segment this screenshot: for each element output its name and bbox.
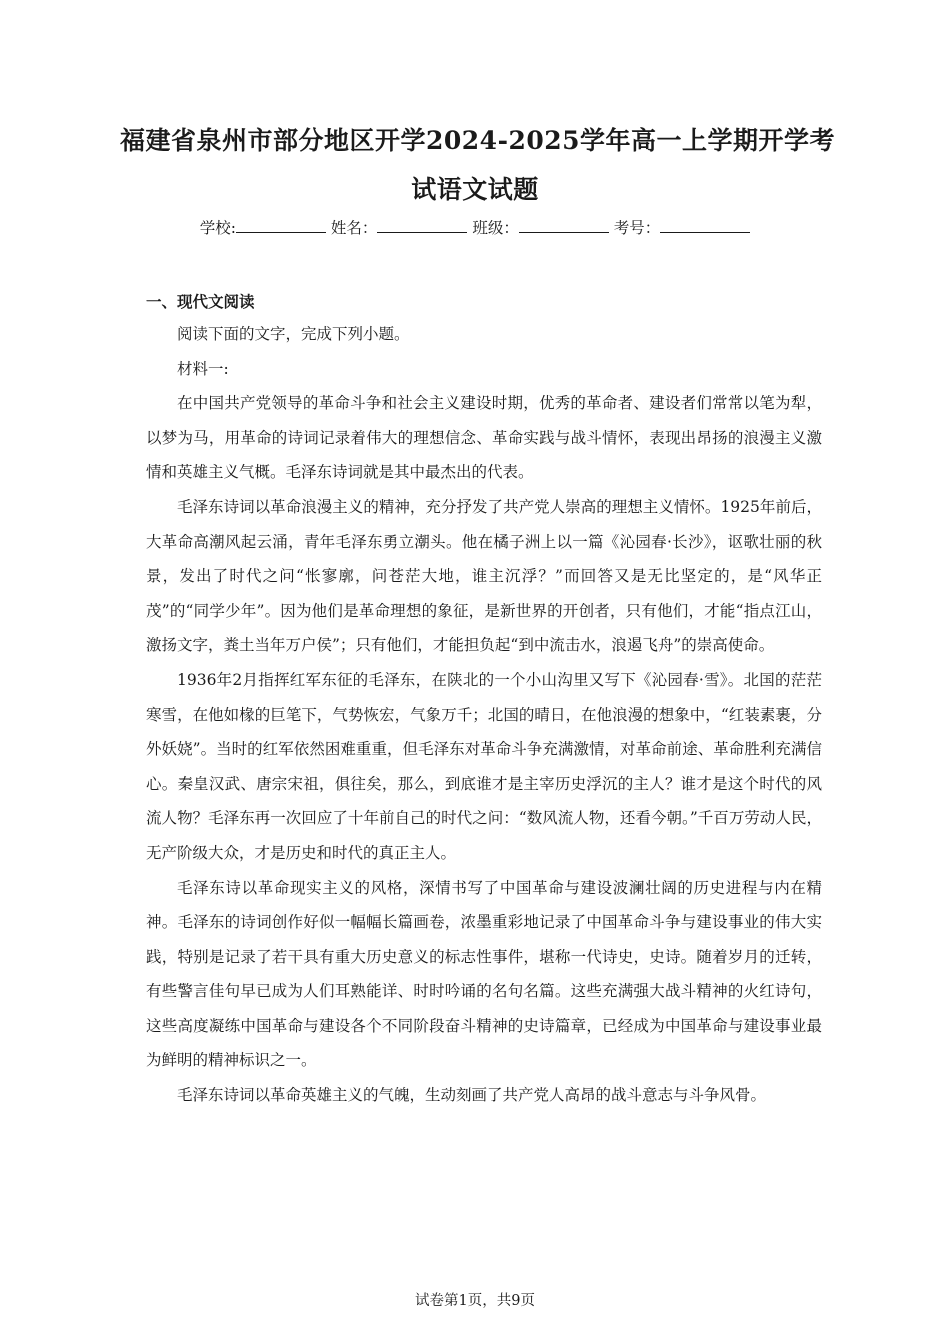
class-blank	[519, 218, 609, 233]
student-info-row	[0, 218, 950, 238]
school-label: 学校:	[199, 219, 236, 237]
passage-paragraph: 毛泽东诗以革命现实主义的风格，深情书写了中国革命与建设波澜壮阔的历史进程与内在精神。毛泽东的诗词创作好似一幅幅长篇画卷，浓墨重彩地记录了中国革命斗争与建设事业的伟大实践，特别是记录了若干具有重大历史意义的标志性事件，堪称一代诗史，史诗。随着岁月的迁转，有些警言佳句早已成为人们耳熟能详、时时吟诵的名句名篇。这些充满强大战斗精神的火红诗句，这些高度凝练中国革命与建设各个不同阶段奋斗精神的史诗篇章，已经成为中国革命与建设事业最为鲜明的精神标识之一。	[146, 878, 822, 1070]
material-label: 材料一:	[177, 359, 229, 378]
passage-paragraph: 毛泽东诗词以革命浪漫主义的精神，充分抒发了共产党人崇高的理想主义情怀。1925年前后，大革命高潮风起云涌，青年毛泽东勇立潮头。他在橘子洲上以一篇《沁园春·长沙》，讴歌壮丽的秋景，发出了时代之问“怅寥廓，问苍茫大地，谁主沉浮？”而回答又是无比坚定的，是“风华正茂”的“同学少年”。因为他们是革命理想的象征，是新世界的开创者，只有他们，才能“指点江山，激扬文字，粪土当年万户侯”；只有他们，才能担负起“到中流击水，浪遏飞舟”的崇高使命。	[146, 497, 822, 655]
passage-paragraph: 在中国共产党领导的革命斗争和社会主义建设时期，优秀的革命者、建设者们常常以笔为犁，以梦为马，用革命的诗词记录着伟大的理想信念、革命实践与战斗情怀，表现出昂扬的浪漫主义激情和英雄主义气概。毛泽东诗词就是其中最杰出的代表。	[146, 394, 822, 482]
document-title-line-2: 试语文试题	[411, 175, 539, 204]
page-footer: 试卷第1页，共9页	[415, 1293, 535, 1309]
document-title-line-1: 福建省泉州市部分地区开学2024-2025学年高一上学期开学考	[120, 126, 836, 155]
name-blank	[377, 218, 467, 233]
reading-passage	[146, 317, 822, 1113]
school-blank	[236, 218, 326, 233]
name-label: 姓名：	[330, 219, 378, 237]
passage-paragraph: 1936年2月指挥红军东征的毛泽东，在陕北的一个小山沟里又写下《沁园春·雪》。北国的茫茫寒雪，在他如椽的巨笔下，气势恢宏，气象万千；北国的晴日，在他浪漫的想象中，“红装素裹，分外妖娆”。当时的红军依然困难重重，但毛泽东对革命斗争充满激情，对革命前途、革命胜利充满信心。秦皇汉武、唐宗宋祖，俱往矣，那么，到底谁才是主宰历史浮沉的主人？谁才是这个时代的风流人物？毛泽东再一次回应了十年前自己的时代之问：“数风流人物，还看今朝。”千百万劳动人民，无产阶级大众，才是历史和时代的真正主人。	[146, 670, 822, 862]
exam-number-blank	[660, 218, 750, 233]
instruction-paragraph: 阅读下面的文字，完成下列小题。	[177, 325, 410, 343]
class-label: 班级：	[472, 219, 519, 237]
section-heading: 一、现代文阅读	[146, 293, 255, 311]
passage-paragraph: 毛泽东诗词以革命英雄主义的气魄，生动刻画了共产党人高昂的战斗意志与斗争风骨。	[177, 1086, 767, 1105]
exam-number-label: 考号：	[613, 219, 661, 237]
